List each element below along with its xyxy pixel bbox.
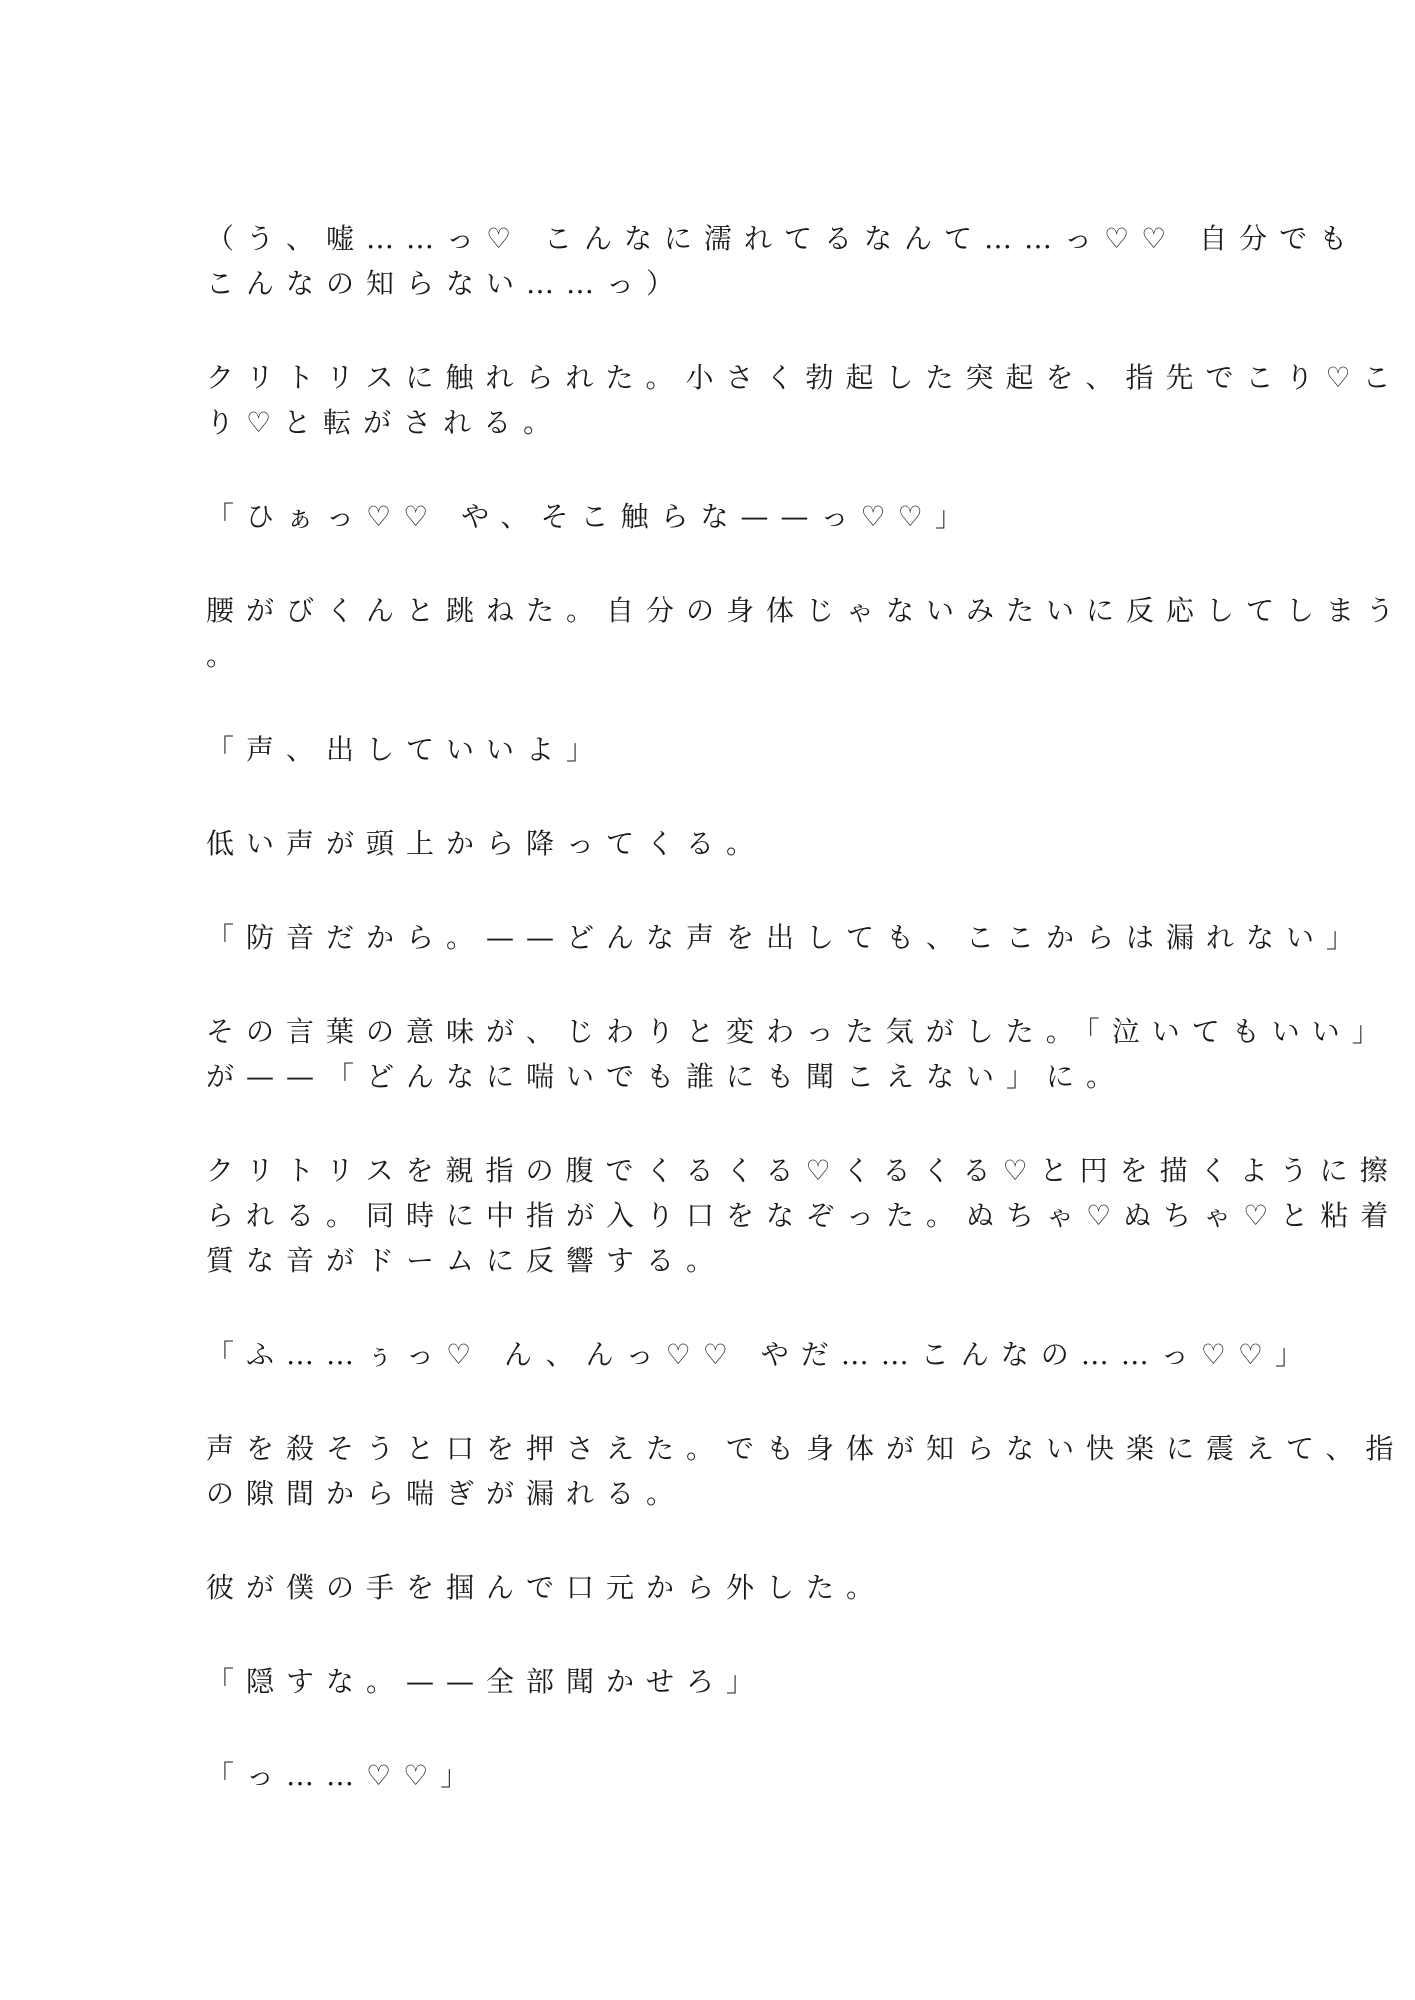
paragraph xyxy=(206,494,1206,539)
paragraph xyxy=(206,588,1407,678)
paragraph xyxy=(206,1426,1406,1516)
text-line: 「ひぁっ♡♡ や、そこ触らな——っ♡♡」 xyxy=(206,500,975,533)
text-line: 「声、出していいよ」 xyxy=(206,733,607,766)
paragraph xyxy=(206,727,1206,772)
text-line: 「っ……♡♡」 xyxy=(206,1759,481,1792)
paragraph xyxy=(206,1659,1206,1704)
text-line: クリトリスを親指の腹でくるくる♡くるくる♡と円を描くように擦 xyxy=(206,1154,1400,1187)
text-line: 声を殺そうと口を押さえた。でも身体が知らない快楽に震えて、指 xyxy=(206,1432,1406,1465)
document-page xyxy=(206,216,1407,1847)
text-line: （う、嘘……っ♡ こんなに濡れてるなんて……っ♡♡ 自分でも xyxy=(206,222,1360,255)
text-line: られる。同時に中指が入り口をなぞった。ぬちゃ♡ぬちゃ♡と粘着 xyxy=(206,1199,1401,1232)
text-line: 低い声が頭上から降ってくる。 xyxy=(206,827,767,860)
text-line: り♡と転がされる。 xyxy=(206,406,564,439)
paragraph xyxy=(206,1148,1401,1283)
text-line: 「防音だから。——どんな声を出しても、ここからは漏れない」 xyxy=(206,921,1367,954)
text-line: 腰がびくんと跳ねた。自分の身体じゃないみたいに反応してしまう xyxy=(206,594,1407,627)
text-line: 。 xyxy=(206,639,247,672)
text-line: こんなの知らない……っ） xyxy=(206,267,687,300)
paragraph xyxy=(206,1009,1392,1099)
paragraph xyxy=(206,216,1360,306)
text-line: その言葉の意味が、じわりと変わった気がした。「泣いてもいい」 xyxy=(206,1015,1392,1048)
text-line: 彼が僕の手を掴んで口元から外した。 xyxy=(206,1571,887,1604)
paragraph xyxy=(206,1565,1206,1610)
text-line: 質な音がドームに反響する。 xyxy=(206,1244,727,1277)
paragraph xyxy=(206,1332,1315,1377)
text-line: クリトリスに触れられた。小さく勃起した突起を、指先でこり♡こ xyxy=(206,361,1403,394)
paragraph xyxy=(206,915,1367,960)
paragraph xyxy=(206,1753,1206,1798)
paragraph xyxy=(206,821,1206,866)
text-line: の隙間から喘ぎが漏れる。 xyxy=(206,1477,687,1510)
text-line: 「隠すな。——全部聞かせろ」 xyxy=(206,1665,767,1698)
text-line: 「ふ……ぅっ♡ ん、んっ♡♡ やだ……こんなの……っ♡♡」 xyxy=(206,1338,1315,1371)
text-line: が——「どんなに喘いでも誰にも聞こえない」に。 xyxy=(206,1060,1127,1093)
paragraph xyxy=(206,355,1403,445)
